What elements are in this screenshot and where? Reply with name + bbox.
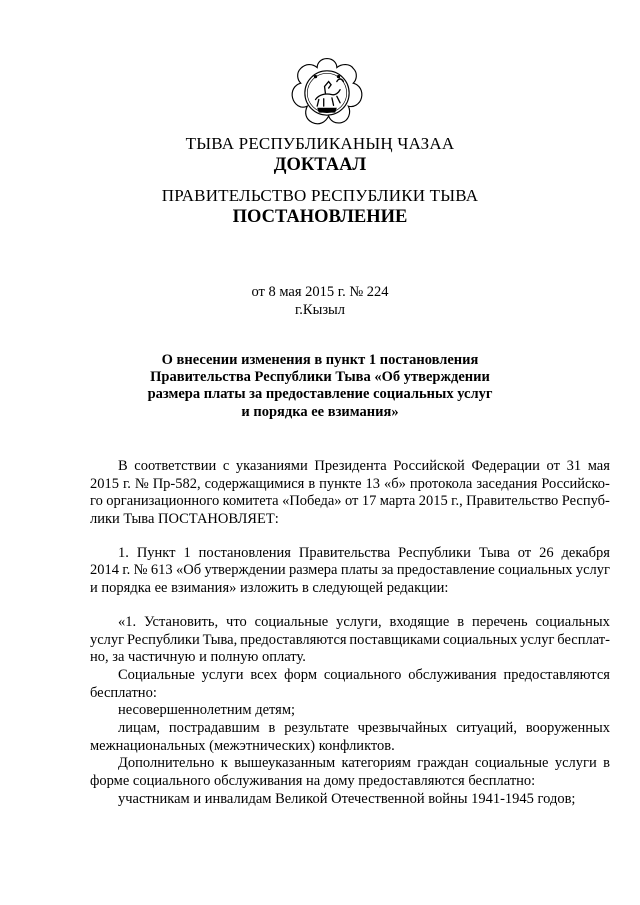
paragraph-line: 2014 г. № 613 «Об утверждении размера платы за предоставление социальных услуг: [90, 562, 610, 579]
paragraph: [90, 614, 610, 667]
paragraph-line: Дополнительно к вышеуказанным категориям граждан социальные услуги в: [118, 755, 610, 772]
document-city: г.Кызыл: [294, 302, 346, 318]
ru-doc-type: ПОСТАНОВЛЕНИЕ: [232, 207, 408, 227]
paragraph-line: но, за частичную и полную оплату.: [90, 649, 306, 666]
paragraph: [90, 720, 610, 755]
paragraph-line: го организационного комитета «Победа» от 17 марта 2015 г., Правительство Респуб-: [90, 493, 610, 510]
paragraph-line: Социальные услуги всех форм социального обслуживания предоставляются: [118, 666, 610, 683]
paragraph: [90, 755, 610, 790]
paragraph-line: лики Тыва ПОСТАНОВЛЯЕТ:: [90, 511, 279, 528]
paragraph-line: 1. Пункт 1 постановления Правительства Республики Тыва от 26 декабря: [118, 544, 610, 561]
paragraph-line: 2015 г. № Пр-582, содержащимися в пункте 13 «б» протокола заседания Российско-: [90, 475, 610, 492]
document-title: [0, 352, 640, 421]
paragraph-line: межнациональных (межэтнических) конфликтов.: [90, 737, 395, 754]
tyva-doc-type: ДОКТААЛ: [273, 155, 367, 175]
ru-org-name: ПРАВИТЕЛЬСТВО РЕСПУБЛИКИ ТЫВА: [161, 186, 479, 205]
paragraph-line: лицам, пострадавшим в результате чрезвычайных ситуаций, вооруженных: [118, 719, 610, 736]
tuva-emblem-icon: [286, 52, 368, 134]
paragraph: [90, 545, 610, 598]
tyva-org-name: ТЫВА РЕСПУБЛИКАНЫҢ ЧАЗАА: [185, 134, 455, 153]
paragraph-line: несовершеннолетним детям;: [118, 702, 296, 719]
paragraph-line: и порядка ее взимания» изложить в следующей редакции:: [90, 580, 449, 597]
paragraph-line: форме социального обслуживания на дому предоставляются бесплатно:: [90, 773, 536, 789]
paragraph-line: «1. Установить, что социальные услуги, входящие в перечень социальных: [118, 613, 610, 630]
paragraph-line: участникам и инвалидам Великой Отечественной войны 1941-1945 годов;: [118, 790, 576, 807]
document-body: [90, 458, 610, 808]
paragraph-line: бесплатно:: [90, 684, 157, 701]
paragraph: [90, 458, 610, 529]
paragraph: [90, 667, 610, 702]
title-line: Правительства Республики Тыва «Об утверждении: [150, 369, 490, 386]
title-line: размера платы за предоставление социальных услуг: [147, 386, 493, 403]
paragraph: [90, 702, 610, 720]
title-line: О внесении изменения в пункт 1 постановления: [161, 352, 479, 368]
paragraph: [90, 791, 610, 809]
document-date: от 8 мая 2015 г. № 224: [251, 284, 389, 300]
paragraph-gap: [90, 529, 610, 545]
paragraph-line: В соответствии с указаниями Президента Российской Федерации от 31 мая: [118, 458, 610, 474]
title-line: и порядка ее взимания»: [241, 403, 399, 420]
paragraph-line: услуг Республики Тыва, предоставляются поставщиками социальных услуг бесплат-: [90, 631, 610, 648]
paragraph-gap: [90, 598, 610, 614]
